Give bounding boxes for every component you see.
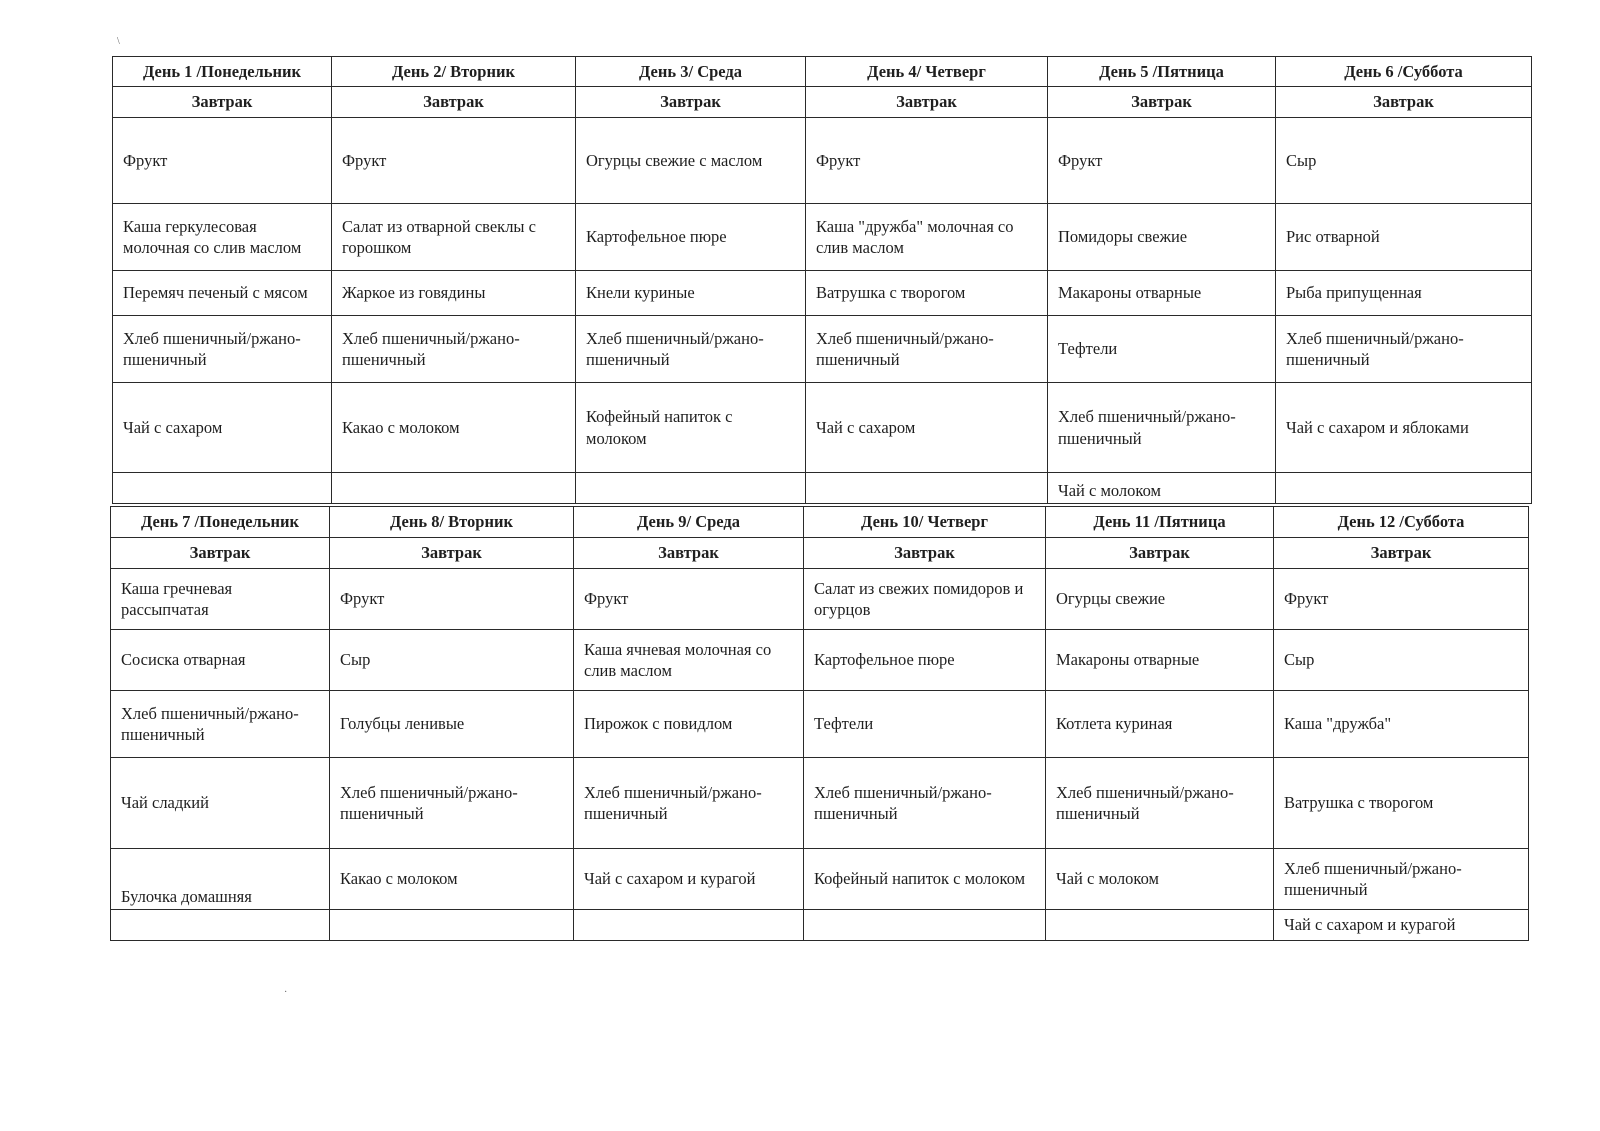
menu-row <box>111 630 1529 691</box>
menu-cell: Каша "дружба" молочная со слив маслом <box>806 204 1048 271</box>
menu-cell: Чай сладкий <box>111 758 330 849</box>
menu-table-week-2 <box>110 506 1529 941</box>
menu-cell: Каша гречневая рассыпчатая <box>111 569 330 630</box>
menu-cell: Макароны отварные <box>1046 630 1274 691</box>
menu-cell: Сыр <box>1276 118 1532 204</box>
menu-cell: Фрукт <box>330 569 574 630</box>
meal-header-row <box>113 87 1532 118</box>
menu-cell: Фрукт <box>574 569 804 630</box>
menu-cell: Кнели куриные <box>576 271 806 316</box>
day-header: День 4/ Четверг <box>806 57 1048 87</box>
day-header-row <box>113 57 1532 87</box>
menu-cell: Хлеб пшеничный/ржано-пшеничный <box>576 316 806 383</box>
menu-cell: Рыба припущенная <box>1276 271 1532 316</box>
menu-cell: Ватрушка с творогом <box>1274 758 1529 849</box>
day-header: День 5 /Пятница <box>1048 57 1276 87</box>
menu-cell <box>332 473 576 504</box>
menu-cell <box>111 910 330 941</box>
menu-cell: Тефтели <box>804 691 1046 758</box>
meal-header: Завтрак <box>1048 87 1276 118</box>
menu-cell: Каша "дружба" <box>1274 691 1529 758</box>
menu-cell: Хлеб пшеничный/ржано-пшеничный <box>113 316 332 383</box>
meal-header: Завтрак <box>111 538 330 569</box>
menu-cell: Чай с сахаром и яблоками <box>1276 383 1532 473</box>
menu-cell: Сыр <box>330 630 574 691</box>
menu-cell: Голубцы ленивые <box>330 691 574 758</box>
menu-cell: Каша геркулесовая молочная со слив маслом <box>113 204 332 271</box>
day-header: День 2/ Вторник <box>332 57 576 87</box>
menu-cell: Хлеб пшеничный/ржано-пшеничный <box>1048 383 1276 473</box>
menu-cell: Огурцы свежие <box>1046 569 1274 630</box>
menu-row <box>111 910 1529 941</box>
menu-cell: Картофельное пюре <box>804 630 1046 691</box>
menu-cell: Какао с молоком <box>330 849 574 910</box>
menu-row <box>113 473 1532 504</box>
menu-cell: Котлета куриная <box>1046 691 1274 758</box>
menu-cell: Хлеб пшеничный/ржано-пшеничный <box>804 758 1046 849</box>
menu-cell: Фрукт <box>806 118 1048 204</box>
menu-cell: Перемяч печеный с мясом <box>113 271 332 316</box>
day-header: День 6 /Суббота <box>1276 57 1532 87</box>
day-header: День 8/ Вторник <box>330 507 574 538</box>
menu-cell: Чай с сахаром и курагой <box>574 849 804 910</box>
day-header: День 10/ Четверг <box>804 507 1046 538</box>
menu-row <box>113 118 1532 204</box>
menu-cell: Тефтели <box>1048 316 1276 383</box>
day-header: День 3/ Среда <box>576 57 806 87</box>
menu-cell: Картофельное пюре <box>576 204 806 271</box>
menu-cell: Рис отварной <box>1276 204 1532 271</box>
menu-cell <box>330 910 574 941</box>
menu-cell: Хлеб пшеничный/ржано-пшеничный <box>1274 849 1529 910</box>
menu-cell <box>576 473 806 504</box>
menu-cell: Фрукт <box>332 118 576 204</box>
menu-row <box>111 849 1529 910</box>
menu-cell: Хлеб пшеничный/ржано-пшеничный <box>330 758 574 849</box>
menu-cell: Хлеб пшеничный/ржано-пшеничный <box>1046 758 1274 849</box>
menu-cell <box>1046 910 1274 941</box>
menu-cell: Хлеб пшеничный/ржано-пшеничный <box>806 316 1048 383</box>
menu-cell: Кофейный напиток с молоком <box>576 383 806 473</box>
meal-header: Завтрак <box>806 87 1048 118</box>
menu-row <box>113 271 1532 316</box>
meal-header: Завтрак <box>1046 538 1274 569</box>
menu-cell <box>806 473 1048 504</box>
menu-cell: Жаркое из говядины <box>332 271 576 316</box>
menu-cell: Фрукт <box>1274 569 1529 630</box>
day-header: День 12 /Суббота <box>1274 507 1529 538</box>
menu-cell: Чай с молоком <box>1048 473 1276 504</box>
menu-cell: Помидоры свежие <box>1048 204 1276 271</box>
day-header: День 1 /Понедельник <box>113 57 332 87</box>
menu-row <box>113 383 1532 473</box>
menu-cell: Чай с сахаром <box>113 383 332 473</box>
menu-cell: Макароны отварные <box>1048 271 1276 316</box>
menu-row <box>111 569 1529 630</box>
menu-cell: Фрукт <box>113 118 332 204</box>
menu-cell: Каша ячневая молочная со слив маслом <box>574 630 804 691</box>
menu-cell: Кофейный напиток с молоком <box>804 849 1046 910</box>
meal-header: Завтрак <box>804 538 1046 569</box>
meal-header: Завтрак <box>330 538 574 569</box>
menu-cell: Какао с молоком <box>332 383 576 473</box>
day-header: День 11 /Пятница <box>1046 507 1274 538</box>
meal-header: Завтрак <box>1274 538 1529 569</box>
menu-row <box>111 758 1529 849</box>
menu-cell: Хлеб пшеничный/ржано-пшеничный <box>1276 316 1532 383</box>
meal-header: Завтрак <box>576 87 806 118</box>
menu-cell: Салат из отварной свеклы с горошком <box>332 204 576 271</box>
day-header: День 7 /Понедельник <box>111 507 330 538</box>
menu-cell <box>113 473 332 504</box>
scan-mark: · <box>284 987 288 998</box>
menu-row <box>113 204 1532 271</box>
scan-mark: \ <box>117 36 120 47</box>
menu-cell: Чай с сахаром и курагой <box>1274 910 1529 941</box>
meal-header: Завтрак <box>113 87 332 118</box>
menu-cell: Сыр <box>1274 630 1529 691</box>
menu-cell: Салат из свежих помидоров и огурцов <box>804 569 1046 630</box>
menu-cell: Булочка домашняя <box>111 849 330 910</box>
menu-cell: Фрукт <box>1048 118 1276 204</box>
menu-cell <box>1276 473 1532 504</box>
menu-cell: Чай с молоком <box>1046 849 1274 910</box>
menu-cell: Огурцы свежие с маслом <box>576 118 806 204</box>
menu-cell: Пирожок с повидлом <box>574 691 804 758</box>
menu-cell: Хлеб пшеничный/ржано-пшеничный <box>574 758 804 849</box>
menu-row <box>113 316 1532 383</box>
menu-cell <box>574 910 804 941</box>
meal-header: Завтрак <box>332 87 576 118</box>
meal-header: Завтрак <box>1276 87 1532 118</box>
menu-row <box>111 691 1529 758</box>
menu-cell: Хлеб пшеничный/ржано-пшеничный <box>111 691 330 758</box>
meal-header: Завтрак <box>574 538 804 569</box>
menu-cell: Ватрушка с творогом <box>806 271 1048 316</box>
menu-cell: Чай с сахаром <box>806 383 1048 473</box>
menu-cell: Хлеб пшеничный/ржано-пшеничный <box>332 316 576 383</box>
menu-cell: Сосиска отварная <box>111 630 330 691</box>
menu-table-week-1 <box>112 56 1532 504</box>
menu-cell <box>804 910 1046 941</box>
day-header-row <box>111 507 1529 538</box>
meal-header-row <box>111 538 1529 569</box>
day-header: День 9/ Среда <box>574 507 804 538</box>
